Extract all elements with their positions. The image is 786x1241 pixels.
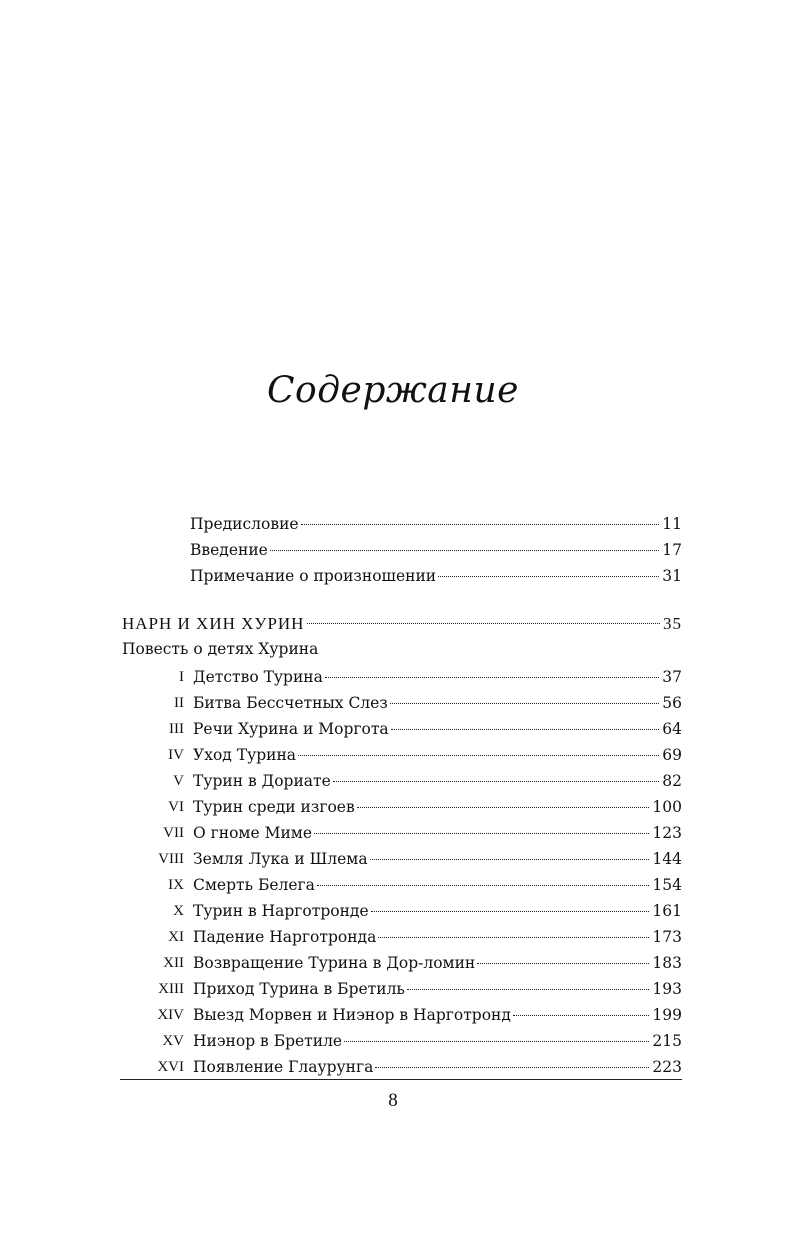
toc-entry-page: 144 <box>652 850 682 868</box>
footer-rule <box>120 1079 682 1080</box>
toc-entry-page: 215 <box>652 1032 682 1050</box>
toc-entry-page: 123 <box>652 824 682 842</box>
toc-chapter-entry[interactable] <box>193 770 682 792</box>
toc-entry-page: 161 <box>652 902 682 920</box>
dot-leader <box>344 1041 649 1042</box>
chapter-number: IV <box>168 747 184 763</box>
toc-entry-page: 193 <box>652 980 682 998</box>
dot-leader <box>270 550 659 551</box>
toc-entry-page: 100 <box>652 798 682 816</box>
dot-leader <box>370 859 650 860</box>
toc-chapter-entry[interactable] <box>193 1056 682 1078</box>
chapter-number: III <box>169 721 184 737</box>
toc-chapter-entry[interactable] <box>193 822 682 844</box>
chapter-number: XIV <box>157 1007 184 1023</box>
chapter-number: XVI <box>157 1059 184 1075</box>
dot-leader <box>438 576 659 577</box>
dot-leader <box>357 807 650 808</box>
toc-part-entry[interactable] <box>122 614 682 634</box>
toc-entry-page: 199 <box>652 1006 682 1024</box>
toc-entry-label: Введение <box>190 541 268 559</box>
toc-entry-page: 64 <box>662 720 682 738</box>
toc-chapter-entry[interactable] <box>193 900 682 922</box>
toc-entry-page: 82 <box>662 772 682 790</box>
toc-entry-label: Падение Нарготронда <box>193 928 377 946</box>
dot-leader <box>301 524 660 525</box>
dot-leader <box>477 963 649 964</box>
toc-entry-page: 183 <box>652 954 682 972</box>
toc-entry-page: 56 <box>662 694 682 712</box>
toc-chapter-entry[interactable] <box>193 926 682 948</box>
toc-chapter-entry[interactable] <box>193 744 682 766</box>
toc-entry-label: О гноме Миме <box>193 824 313 842</box>
dot-leader <box>371 911 650 912</box>
dot-leader <box>325 677 659 678</box>
page-title: Содержание <box>267 370 519 411</box>
toc-chapter-entry[interactable] <box>193 848 682 870</box>
toc-entry-label: Турин в Дориате <box>193 772 331 790</box>
toc-chapter-entry[interactable] <box>193 692 682 714</box>
chapter-number: XI <box>168 929 184 945</box>
toc-entry-label: Турин среди изгоев <box>193 798 355 816</box>
dot-leader <box>375 1067 649 1068</box>
dot-leader <box>317 885 650 886</box>
chapter-number: X <box>173 903 184 919</box>
toc-entry-label: Речи Хурина и Моргота <box>193 720 389 738</box>
chapter-number: XIII <box>158 981 184 997</box>
toc-entry-label: Земля Лука и Шлема <box>193 850 368 868</box>
toc-entry-label: Примечание о произношении <box>190 567 437 585</box>
toc-entry-page: 11 <box>662 515 682 533</box>
toc-entry-label: Уход Турина <box>193 746 297 764</box>
chapter-number: II <box>174 695 184 711</box>
dot-leader <box>307 623 660 624</box>
toc-chapter-entry[interactable] <box>193 718 682 740</box>
chapter-number: XV <box>162 1033 184 1049</box>
dot-leader <box>391 729 660 730</box>
toc-entry[interactable] <box>190 565 682 587</box>
toc-entry-label: Приход Турина в Бретиль <box>193 980 405 998</box>
toc-chapter-entry[interactable] <box>193 874 682 896</box>
toc-entry-label: Возвращение Турина в Дор-ломин <box>193 954 476 972</box>
toc-entry-page: 69 <box>662 746 682 764</box>
chapter-number: IX <box>168 877 184 893</box>
chapter-number: I <box>179 669 184 685</box>
chapter-number: VIII <box>158 851 184 867</box>
toc-entry-page: 31 <box>662 567 682 585</box>
toc-entry-page: 223 <box>652 1058 682 1076</box>
toc-entry-label: Турин в Нарготронде <box>193 902 369 920</box>
dot-leader <box>390 703 659 704</box>
toc-entry-label: Ниэнор в Бретиле <box>193 1032 343 1050</box>
toc-part-page: 35 <box>663 614 682 633</box>
chapter-number: VI <box>168 799 184 815</box>
dot-leader <box>298 755 659 756</box>
dot-leader <box>378 937 649 938</box>
toc-chapter-entry[interactable] <box>193 1030 682 1052</box>
toc-entry-label: Смерть Белега <box>193 876 315 894</box>
toc-entry-page: 154 <box>652 876 682 894</box>
chapter-number: V <box>173 773 184 789</box>
toc-chapter-entry[interactable] <box>193 1004 682 1026</box>
chapter-number: VII <box>163 825 184 841</box>
toc-entry-label: Выезд Морвен и Ниэнор в Нарготронд <box>193 1006 511 1024</box>
toc-chapter-entry[interactable] <box>193 666 682 688</box>
toc-entry-label: Предисловие <box>190 515 299 533</box>
toc-entry-label: Битва Бессчетных Слез <box>193 694 388 712</box>
toc-entry[interactable] <box>190 513 682 535</box>
toc-entry-page: 17 <box>662 541 682 559</box>
chapter-number: XII <box>163 955 184 971</box>
toc-entry-label: Детство Турина <box>193 668 323 686</box>
dot-leader <box>513 1015 650 1016</box>
toc-entry-page: 173 <box>652 928 682 946</box>
toc-entry-page: 37 <box>662 668 682 686</box>
part-subtitle: Повесть о детях Хурина <box>122 640 319 658</box>
dot-leader <box>333 781 659 782</box>
toc-entry[interactable] <box>190 539 682 561</box>
toc-chapter-entry[interactable] <box>193 796 682 818</box>
toc-chapter-entry[interactable] <box>193 952 682 974</box>
dot-leader <box>314 833 649 834</box>
toc-chapter-entry[interactable] <box>193 978 682 1000</box>
toc-entry-label: Появление Глаурунга <box>193 1058 374 1076</box>
dot-leader <box>407 989 650 990</box>
toc-part-label: НАРН И ХИН ХУРИН <box>122 614 305 633</box>
page-number: 8 <box>388 1090 398 1111</box>
